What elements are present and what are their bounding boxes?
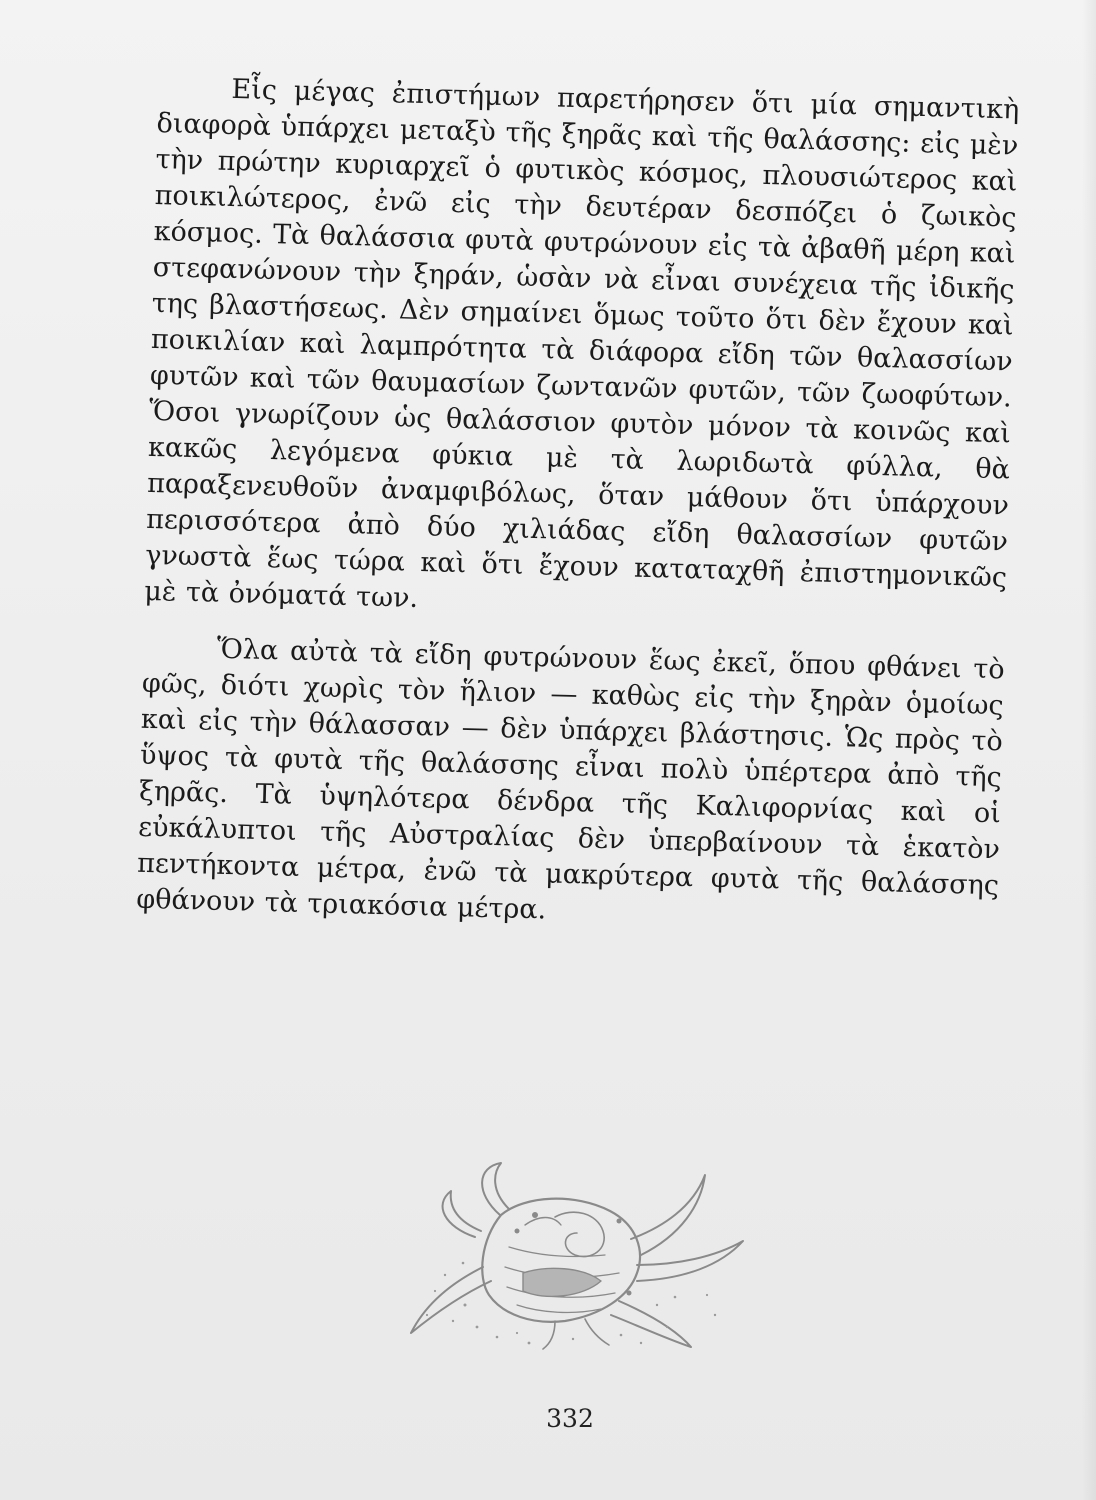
shell-body <box>482 1199 640 1322</box>
paragraph-1: Εἷς μέγας ἐπιστήμων παρετήρησεν ὅτι μία σημαντικὴ διαφορὰ ὑπάρχει μεταξὺ τῆς ξηρᾶς καὶ τῆς θαλάσσης: εἰς μὲν τὴν πρώτην κυριαρχεῖ ὁ φυτικὸς κόσμος, πλουσιώτερος καὶ ποικιλώτερος, ἐνῶ εἰς τὴν δευτέραν δεσπόζει ὁ ζωικὸς κόσμος. Τὰ θαλάσσια φυτὰ φυτρώνουν εἰς τὰ ἀβαθῆ μέρη καὶ στεφανώνουν τὴν ξηράν, ὡσὰν νὰ εἶναι συνέχεια τῆς ἰδικῆς της βλαστήσεως. Δὲν σημαίνει ὅμως τοῦτο ὅτι δὲν ἔχουν καὶ ποικιλίαν καὶ λαμπρότητα τὰ διάφορα εἴδη τῶν θαλασσίων φυτῶν καὶ τῶν θαυμασίων ζωντανῶν φυτῶν, τῶν ζωοφύτων. Ὅσοι γνωρίζουν ὡς θαλάσσιον φυτὸν μόνον τὰ κοινῶς καὶ κακῶς λεγόμενα φύκια μὲ τὰ λωριδωτὰ φύλλα, θὰ παραξενευθοῦν ἀναμφιβόλως, ὅταν μάθουν ὅτι ὑπάρχουν περισσότερα ἀπὸ δύο χιλιάδας εἴδη θαλασσίων φυτῶν γνωστὰ ἕως τώρα καὶ ὅτι ἔχουν καταταχθῆ ἐπιστημονικῶς μὲ τὰ ὀνόματά των. <box>143 73 1020 614</box>
paragraph-2: Ὅλα αὐτὰ τὰ εἴδη φυτρώνουν ἕως ἐκεῖ, ὅπου φθάνει τὸ φῶς, διότι χωρὶς τὸν ἥλιον — καθὼς εἰς τὴν ξηρὰν ὁμοίως καὶ εἰς τὴν θάλασσαν — δὲν ὑπάρχει βλάστησις. Ὡς πρὸς τὸ ὕψος τὰ φυτὰ τῆς θαλάσσης εἶναι πολὺ ὑπέρτερα ἀπὸ τῆς ξηρᾶς. Τὰ ὑψηλότερα δένδρα τῆς Καλιφορνίας καὶ οἱ εὐκάλυπτοι τῆς Αὐστραλίας δὲν ὑπερβαίνουν τὰ ἑκατὸν πεντήκοντα μέτρα, ἐνῶ τὰ μακρύτερα φυτὰ τῆς θαλάσσης φθάνουν τὰ τριακόσια μέτρα. <box>135 633 1005 926</box>
shell-aperture <box>523 1268 601 1296</box>
shell-spine-left-hook <box>443 1191 481 1237</box>
shell-spine-top-left <box>482 1163 509 1215</box>
shell-spine-right-top <box>631 1175 705 1255</box>
shell-spine-right-mid <box>637 1241 743 1281</box>
page-number: 332 <box>546 1404 594 1433</box>
shell-spine-left <box>411 1267 491 1333</box>
body-text <box>136 70 1020 940</box>
shell-illustration <box>405 1155 750 1350</box>
shell-spine-right-low <box>611 1301 691 1347</box>
page-edge-shadow <box>1082 0 1096 1500</box>
